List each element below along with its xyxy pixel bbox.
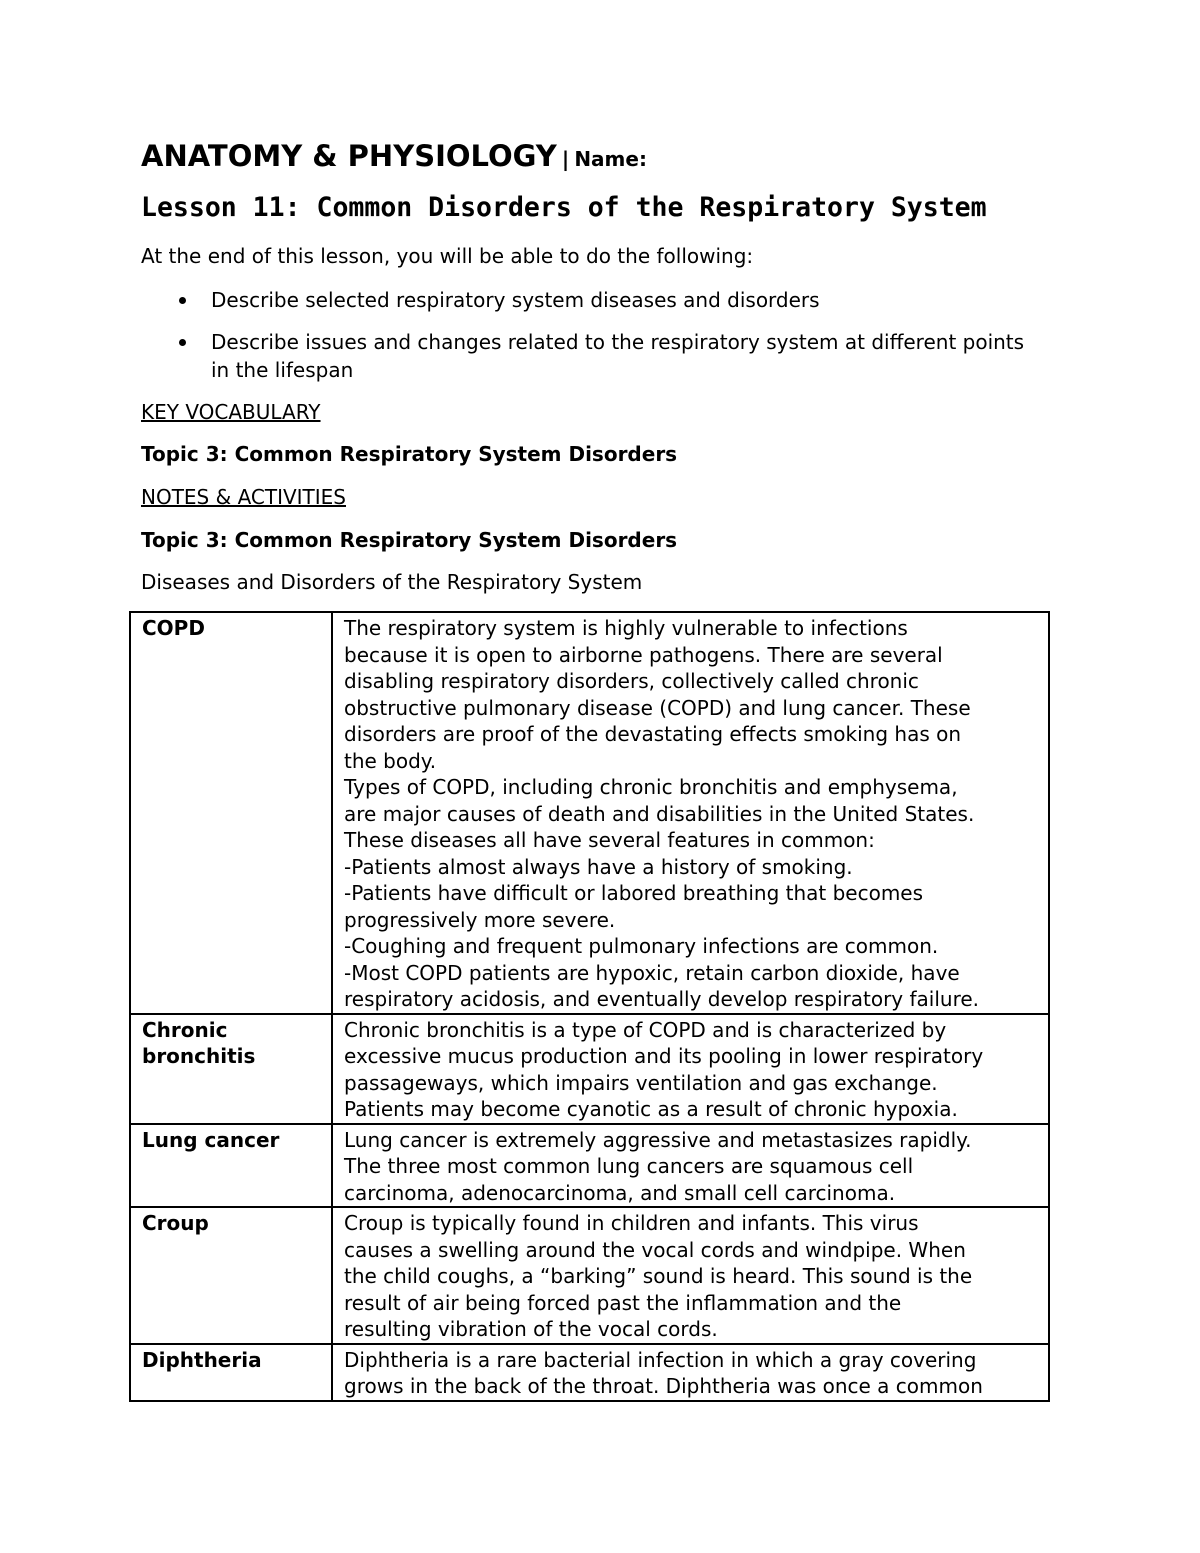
description-line: Croup is typically found in children and infants. This virus — [344, 1211, 919, 1235]
disorder-term: COPD — [130, 612, 332, 1014]
description-line: carcinoma, adenocarcinoma, and small cell carcinoma. — [344, 1180, 896, 1205]
lesson-title: Lesson 11: Common Disorders of the Respiratory System — [141, 192, 987, 223]
disorder-description — [332, 612, 1049, 1014]
notes-heading: NOTES & ACTIVITIES — [141, 485, 346, 509]
name-label: Name: — [574, 147, 647, 171]
description-line: causes a swelling around the vocal cords and windpipe. When — [344, 1237, 966, 1262]
description-line: disorders are proof of the devastating effects smoking has on — [344, 722, 962, 746]
description-line: resulting vibration of the vocal cords. — [344, 1317, 718, 1341]
disorder-description — [332, 1014, 1049, 1124]
list-item — [141, 328, 1041, 384]
disorder-term: Diphtheria — [130, 1344, 332, 1401]
description-line: -Patients almost always have a history of smoking. — [344, 854, 853, 879]
description-line: The respiratory system is highly vulnerable to infections — [344, 616, 908, 640]
description-line: obstructive pulmonary disease (COPD) and lung cancer. These — [344, 695, 971, 720]
description-line: result of air being forced past the inflammation and the — [344, 1290, 902, 1315]
description-line: -Most COPD patients are hypoxic, retain carbon dioxide, have — [344, 960, 960, 985]
objective-text: Describe selected respiratory system diseases and disorders — [211, 288, 820, 312]
objectives-list — [141, 286, 1041, 398]
key-vocabulary-heading: KEY VOCABULARY — [141, 400, 321, 424]
table-row — [130, 1124, 1049, 1208]
disorder-term: Croup — [130, 1207, 332, 1344]
course-title: ANATOMY & PHYSIOLOGY — [141, 139, 557, 173]
list-item — [141, 286, 1041, 314]
table-row — [130, 612, 1049, 1014]
description-line: -Patients have difficult or labored breathing that becomes — [344, 881, 924, 905]
disorder-term: Chronic bronchitis — [130, 1014, 332, 1124]
header-separator: | — [561, 147, 570, 171]
description-line: Diphtheria is a rare bacterial infection in which a gray covering — [344, 1347, 977, 1372]
description-line: respiratory acidosis, and eventually develop respiratory failure. — [344, 987, 980, 1011]
description-line: -Coughing and frequent pulmonary infections are common. — [344, 934, 939, 958]
description-line: are major causes of death and disabilities in the United States. — [344, 801, 975, 826]
table-row — [130, 1207, 1049, 1344]
bullet-icon — [179, 339, 186, 346]
description-line: the body. — [344, 748, 437, 773]
intro-text: At the end of this lesson, you will be able to do the following: — [141, 244, 754, 268]
disorder-term: Lung cancer — [130, 1124, 332, 1208]
table-row — [130, 1344, 1049, 1401]
disorder-description — [332, 1344, 1049, 1401]
key-vocabulary-topic: Topic 3: Common Respiratory System Disorders — [141, 442, 678, 466]
description-line: Lung cancer is extremely aggressive and metastasizes rapidly. — [344, 1127, 972, 1152]
objective-text: Describe issues and changes related to the respiratory system at different points in the lifespan — [211, 330, 1025, 382]
description-line: the child coughs, a “barking” sound is heard. This sound is the — [344, 1264, 973, 1288]
description-line: excessive mucus production and its pooling in lower respiratory — [344, 1044, 984, 1068]
description-line: The three most common lung cancers are squamous cell — [344, 1154, 914, 1178]
table-body — [130, 612, 1049, 1401]
disorder-description — [332, 1124, 1049, 1208]
description-line: disabling respiratory disorders, collectively called chronic — [344, 669, 919, 693]
disorders-table — [129, 611, 1050, 1402]
description-line: because it is open to airborne pathogens. There are several — [344, 642, 943, 667]
table-caption: Diseases and Disorders of the Respiratory System — [141, 570, 643, 594]
description-line: These diseases all have several features in common: — [344, 828, 875, 852]
description-line: Patients may become cyanotic as a result of chronic hypoxia. — [344, 1097, 958, 1121]
bullet-icon — [179, 297, 186, 304]
description-line: Chronic bronchitis is a type of COPD and is characterized by — [344, 1017, 947, 1042]
description-line: progressively more severe. — [344, 907, 616, 932]
description-line: passageways, which impairs ventilation and gas exchange. — [344, 1070, 938, 1095]
description-line: grows in the back of the throat. Diphtheria was once a common — [344, 1374, 983, 1398]
document-header — [141, 139, 647, 173]
disorder-description — [332, 1207, 1049, 1344]
description-line: Types of COPD, including chronic bronchitis and emphysema, — [344, 775, 958, 799]
notes-topic: Topic 3: Common Respiratory System Disorders — [141, 528, 678, 552]
table-row — [130, 1014, 1049, 1124]
